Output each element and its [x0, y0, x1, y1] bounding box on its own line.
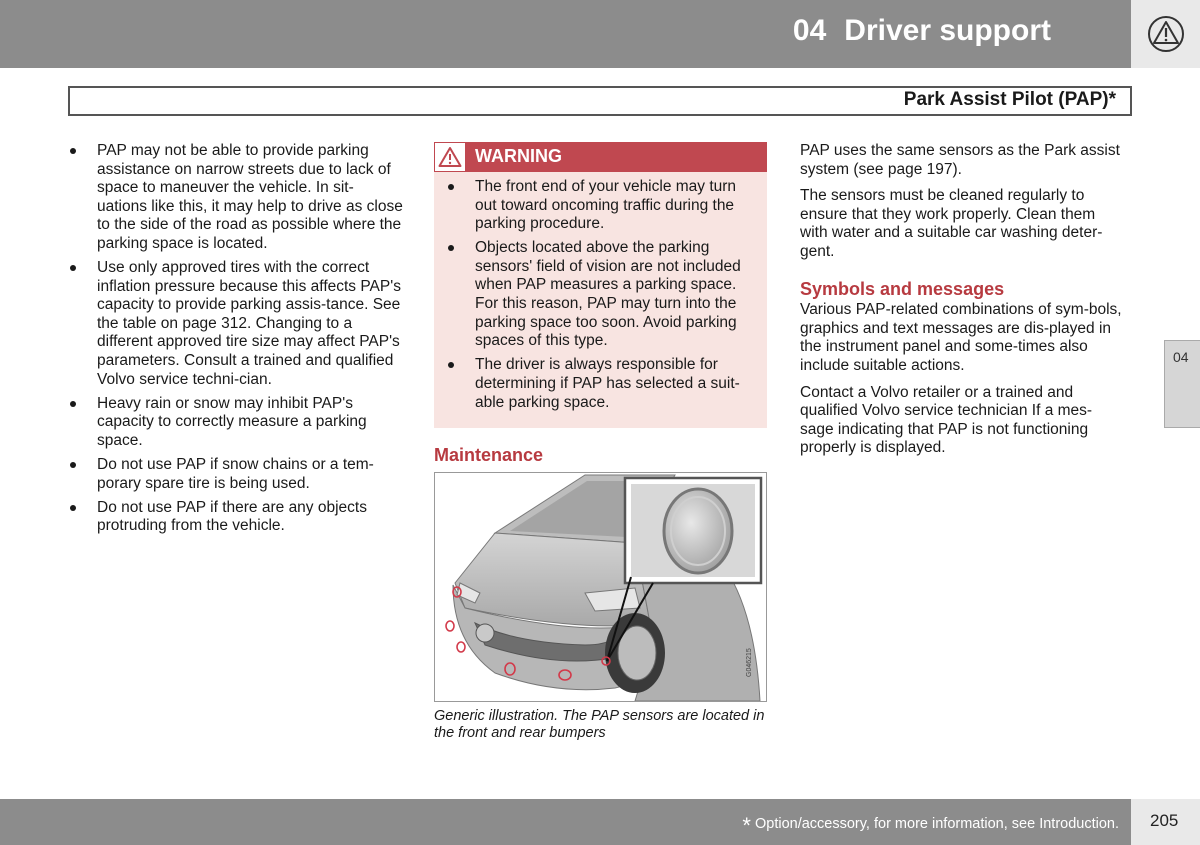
warning-label: WARNING [475, 146, 562, 166]
maintenance-heading: Maintenance [434, 445, 544, 465]
page-number-box [1131, 799, 1200, 845]
chapter-icon-box [1131, 0, 1200, 68]
section-bar [68, 86, 1132, 116]
warning-triangle-icon [1147, 15, 1185, 53]
symbols-heading: Symbols and messages [800, 278, 1005, 299]
footer-bar [0, 799, 1131, 845]
sensor-illustration [434, 472, 767, 702]
list-item: Do not use PAP if there are any objects protruding from the vehicle. [68, 499, 403, 536]
warning-header [434, 142, 767, 172]
paragraph: Various PAP-related combinations of sym-bols, graphics and text messages are dis-played in the instrument panel and some-times also include suitable actions. [800, 301, 1122, 374]
list-item: The front end of your vehicle may turn out toward oncoming traffic during the parking procedure. [446, 178, 755, 234]
page-number: 205 [1150, 811, 1179, 830]
list-item: The driver is always responsible for determining if PAP has selected a suit-able parking space. [446, 356, 755, 412]
chapter-title [793, 14, 1051, 48]
list-item: Heavy rain or snow may inhibit PAP's capacity to correctly measure a parking space. [68, 395, 403, 451]
footnote [742, 813, 1119, 839]
warning-list [434, 172, 767, 412]
list-item: Do not use PAP if snow chains or a tem-porary spare tire is being used. [68, 456, 403, 493]
paragraph: PAP uses the same sensors as the Park assist system (see page 197). [800, 142, 1120, 178]
chapter-name: Driver support [844, 14, 1051, 47]
bullet-list [68, 142, 403, 536]
warning-box [434, 142, 767, 428]
footnote-text: Option/accessory, for more information, see Introduction. [754, 816, 1119, 832]
header-bar [0, 0, 1131, 68]
figure-code: G046215 [746, 648, 753, 677]
chapter-number: 04 [792, 14, 827, 47]
chapter-side-tab [1164, 340, 1200, 428]
section-title: Park Assist Pilot (PAP)* [903, 89, 1116, 110]
warning-triangle-icon [438, 146, 462, 168]
car-illustration [435, 473, 766, 701]
list-item: Objects located above the parking sensors' field of vision are not included when PAP measures a parking space. For this reason, PAP may turn into the parking space too soon. Avoid parking spaces of this type. [446, 239, 755, 351]
column-left [68, 142, 403, 541]
paragraph: The sensors must be cleaned regularly to ensure that they work properly. Clean them with water and a suitable car washing deter-gent. [800, 187, 1103, 260]
warning-icon-box [434, 142, 466, 172]
paragraph: Contact a Volvo retailer or a trained and qualified Volvo service technician If a mes-sage indicating that PAP is not functioning properly is displayed. [800, 383, 1093, 457]
side-tab-label: 04 [1173, 349, 1189, 365]
figure-caption: Generic illustration. The PAP sensors are located in the front and rear bumpers [434, 708, 765, 741]
column-right [800, 142, 1122, 466]
footnote-star: * [742, 813, 751, 838]
column-middle [434, 142, 767, 741]
list-item: PAP may not be able to provide parking assistance on narrow streets due to lack of space to maneuver the vehicle. In sit-uations like this, it may help to drive as close to the side of the road as possible where the parking space is located. [68, 142, 403, 254]
list-item: Use only approved tires with the correct inflation pressure because this affects PAP's capacity to provide parking assis-tance. See the table on page 312. Changing to a different approved tire size may affect PAP's parameters. Consult a trained and qualified Volvo service techni-cian. [68, 259, 403, 389]
